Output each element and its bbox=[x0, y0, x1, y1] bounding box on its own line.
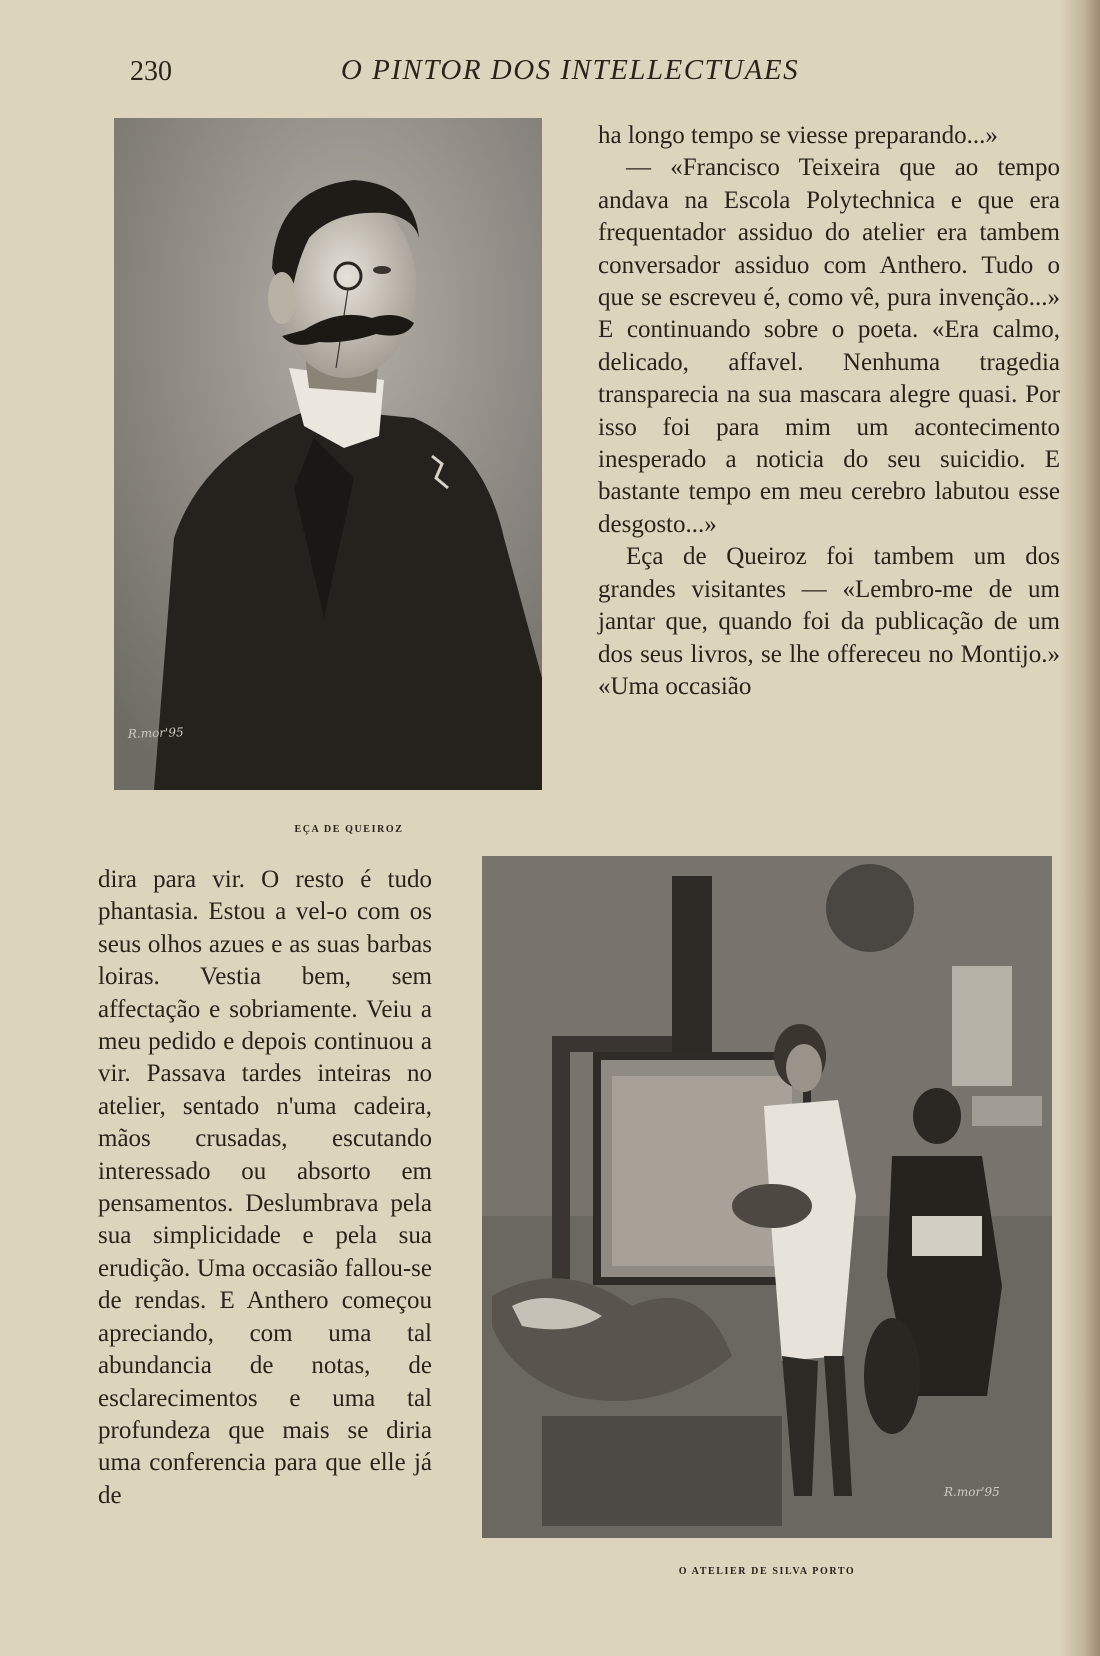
portrait-signature: R.mor'95 bbox=[127, 725, 184, 741]
portrait-caption: EÇA DE QUEIROZ bbox=[294, 824, 404, 835]
right-paragraph-1: ha longo tempo se viesse preparando...» bbox=[598, 122, 998, 149]
left-paragraph-1: dira para vir. O resto é tudo phantasia. Estou a vel-o com os seus olhos azues e as suas barbas loiras. Vestia bem, sem affectação e sobriamente. Veiu a meu pedido e depois continuou a vir. Passava tardes inteiras no atelier, sentado n'uma cadeira, mãos crusadas, escutando interessado ou absorto em pensamentos. Deslumbrava pela sua simplicidade e pela sua erudição. Uma occasião fallou-se de rendas. E Anthero começou apreciando, com uma tal abundancia de notas, de esclarecimentos e uma tal profundeza que mais se diria uma conferencia para que elle já de bbox=[98, 866, 432, 1509]
left-text-column bbox=[98, 864, 432, 1512]
atelier-painting bbox=[482, 856, 1052, 1538]
portrait-photo bbox=[114, 118, 542, 790]
right-text-column bbox=[598, 120, 1060, 703]
atelier-signature: R.mor'95 bbox=[944, 1485, 1000, 1499]
right-paragraph-3: Eça de Queiroz foi tambem um dos grandes visitantes — «Lembro-me de um jantar que, quando foi da publicação de um dos seus livros, se lhe offereceu no Montijo.» «Uma occasião bbox=[598, 543, 1060, 700]
page-number: 230 bbox=[130, 56, 172, 87]
page-edge-shadow bbox=[1060, 0, 1100, 1656]
running-head: O PINTOR DOS INTELLECTUAES bbox=[340, 54, 800, 86]
right-paragraph-2: — «Francisco Teixeira que ao tempo andava na Escola Polytechnica e que era frequentador assiduo do atelier era tambem conversador assiduo com Anthero. Tudo o que se escreveu é, como vê, pura invenção...» E continuando sobre o poeta. «Era calmo, delicado, affavel. Nenhuma tragedia transparecia na sua mascara alegre quasi. Por isso foi para mim um acontecimento inesperado a noticia do seu suicidio. E bastante tempo em meu cerebro labutou esse desgosto...» bbox=[598, 154, 1060, 538]
atelier-caption: O ATELIER DE SILVA PORTO bbox=[678, 1566, 856, 1577]
